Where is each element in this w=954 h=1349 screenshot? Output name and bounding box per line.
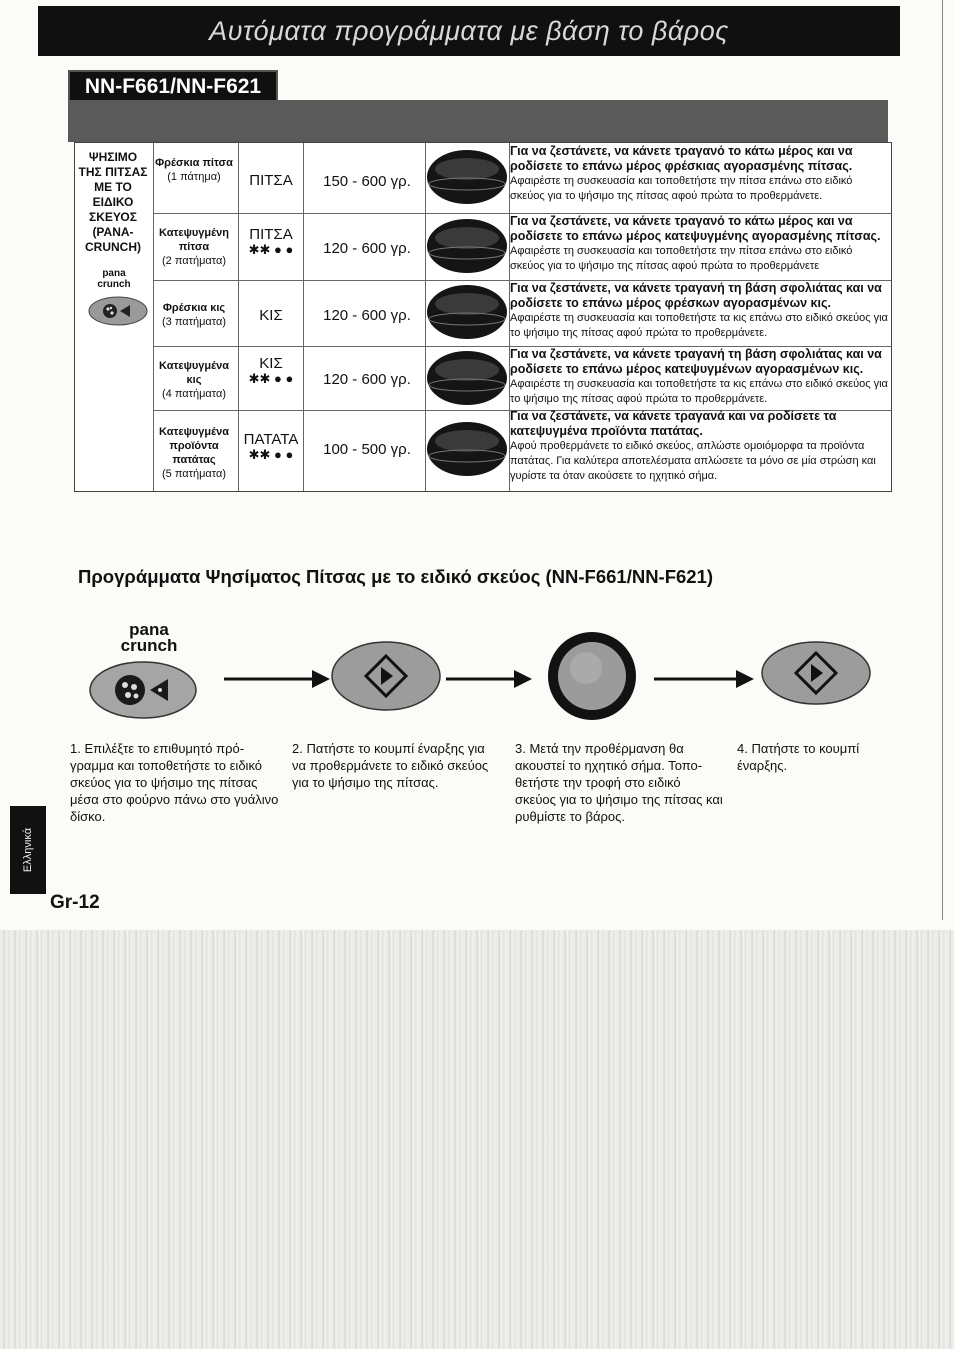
table-row [150, 279, 890, 345]
banner-title: Αυτόματα προγράμματα με βάση το βάρος [209, 15, 729, 46]
table-row [150, 409, 890, 490]
instruction-text: Αφαιρέστε τη συσκευασία και τοποθετήστε τα κις επάνω στο ειδικό σκεύος για το ψήσιμο της πίτσας αφού πρώτα το προθερμάνετε. [510, 378, 888, 405]
scan-background [0, 930, 954, 1349]
instruction-text: Αφού προθερμάνετε το ειδικό σκεύος, απλώστε ομοιόμορφα τα προϊόντα πατάτας. Για καλύτερα αποτελέσματα απλώσετε τα μόνο σε μία στρώση και γυρίστε τα όταν ακούσετε το ηχητικό σήμα. [510, 440, 876, 482]
food-name: Φρέσκια κις [162, 302, 226, 314]
dial-icon [546, 630, 638, 722]
arrow-right-icon [444, 664, 534, 694]
page-edge-line [942, 0, 943, 920]
pana-crunch-button-icon [88, 296, 148, 326]
level-marks: ✱✱ ● ● [248, 447, 294, 462]
table-row [150, 142, 890, 212]
instruction-heading: Για να ζεστάνετε, να κάνετε τραγανή τη βάση σφολιάτας και να ροδίσετε το επάνω μέρος κατεψυγμένων αγορασμένων κις. [510, 347, 882, 376]
table-header-band [68, 100, 888, 142]
press-count: (3 πατήματα) [161, 316, 226, 328]
section-title: Προγράμματα Ψησίματος Πίτσας με το ειδικό σκεύος (NN-F661/NN-F621) [78, 566, 714, 587]
page-banner [38, 6, 900, 56]
crisp-plate-icon [426, 349, 508, 407]
crisp-plate-icon [426, 420, 508, 478]
weight-range: 120 - 600 γρ. [323, 307, 411, 324]
model-label: NN-F661/NN-F621 [68, 70, 278, 104]
press-count: (5 πατήματα) [161, 468, 226, 480]
crisp-plate-icon [426, 283, 508, 341]
food-name: Κατεψυγμένη πίτσα [159, 227, 229, 253]
instruction-heading: Για να ζεστάνετε, να κάνετε τραγανό το κάτω μέρος και να ροδίσετε το επάνω μέρος κατεψυγμένης αγορασμένης πίτσας. [510, 214, 881, 243]
table-row [150, 212, 890, 279]
food-name: Κατεψυγμένα προϊόντα πατάτας [159, 426, 229, 466]
start-button-icon [760, 640, 872, 706]
instruction-heading: Για να ζεστάνετε, να κάνετε τραγανή τη βάση σφολιάτας και να ροδίσετε το επάνω μέρος φρέσκων αγορασμένων κις. [510, 281, 882, 310]
level-marks: ✱✱ ● ● [248, 242, 294, 257]
start-button-icon [330, 640, 442, 712]
food-name: Φρέσκια πίτσα [155, 157, 233, 169]
program-selector: ΚΙΣ [259, 307, 283, 324]
program-selector: ΠΙΤΣΑ [249, 226, 293, 243]
weight-range: 120 - 600 γρ. [323, 240, 411, 257]
language-tab-label: Ελληνικά [22, 827, 34, 873]
weight-range: 120 - 600 γρ. [323, 371, 411, 388]
press-count: (4 πατήματα) [161, 388, 226, 400]
program-selector: ΠΙΤΣΑ [249, 172, 293, 189]
crisp-plate-icon [426, 217, 508, 275]
pana-crunch-button-icon [88, 660, 198, 720]
step-2-text: 2. Πατήστε το κουμπί έναρξης για να προθερμάνετε το ειδικό σκεύος για το ψήσιμο της πίτσας. [292, 741, 489, 790]
arrow-right-icon [222, 664, 332, 694]
instruction-text: Αφαιρέστε τη συσκευασία και τοποθετήστε την πίτσα επάνω στο ειδικό σκεύος για το ψήσιμο της πίτσας αφού πρώτα το προθερμάνετε [510, 245, 853, 272]
weight-range: 150 - 600 γρ. [323, 173, 411, 190]
food-name: Κατεψυγμένα κις [159, 360, 229, 386]
instruction-heading: Για να ζεστάνετε, να κάνετε τραγανό το κάτω μέρος και να ροδίσετε το επάνω μέρος φρέσκιας αγορασμένης πίτσας. [510, 144, 853, 173]
arrow-right-icon [652, 664, 758, 694]
press-count: (1 πάτημα) [167, 171, 221, 183]
instruction-text: Αφαιρέστε τη συσκευασία και τοποθετήστε τα κις επάνω στο ειδικό σκεύος για το ψήσιμο της πίτσας αφού πρώτα το προθερμάνετε. [510, 312, 888, 339]
program-selector: ΠΑΤΑΤΑ [243, 431, 299, 448]
press-count: (2 πατήματα) [161, 255, 226, 267]
level-marks: ✱✱ ● ● [248, 371, 294, 386]
pana-crunch-label: pana crunch [120, 620, 178, 655]
step-1-text: 1. Επιλέξτε το επιθυμητό πρό-γραμμα και τοποθετήστε το ειδικό σκεύος για το ψήσιμο της πίτσας μέσα στο φούρνο πάνω στο γυάλινο δίσκο. [70, 741, 279, 824]
instruction-text: Αφαιρέστε τη συσκευασία και τοποθετήστε την πίτσα επάνω στο ειδικό σκεύος για το ψήσιμο της πίτσας αφού πρώτα το προθερμάνετε. [510, 175, 853, 202]
language-tab [10, 806, 46, 894]
step-3-text: 3. Μετά την προθέρμανση θα ακουστεί το ηχητικό σήμα. Τοπο-θετήστε την τροφή στο ειδικό σκεύος για το ψήσιμο της πίτσας και ρυθμίστε το βάρος. [515, 741, 723, 824]
weight-range: 100 - 500 γρ. [323, 441, 411, 458]
instruction-heading: Για να ζεστάνετε, να κάνετε τραγανά και να ροδίσετε τα κατεψυγμένα προϊόντα πατάτας. [510, 409, 837, 438]
page-number: Gr-12 [50, 892, 100, 913]
crisp-plate-icon [426, 148, 508, 206]
table-row [150, 345, 890, 409]
pana-crunch-label: pana crunch [97, 268, 131, 290]
step-4-text: 4. Πατήστε το κουμπί έναρξης. [737, 741, 860, 773]
program-selector: ΚΙΣ [259, 355, 283, 372]
table-left-label: ΨΗΣΙΜΟ ΤΗΣ ΠΙΤΣΑΣ ΜΕ ΤΟ ΕΙΔΙΚΟ ΣΚΕΥΟΣ (PANA-CRUNCH) [78, 150, 148, 254]
